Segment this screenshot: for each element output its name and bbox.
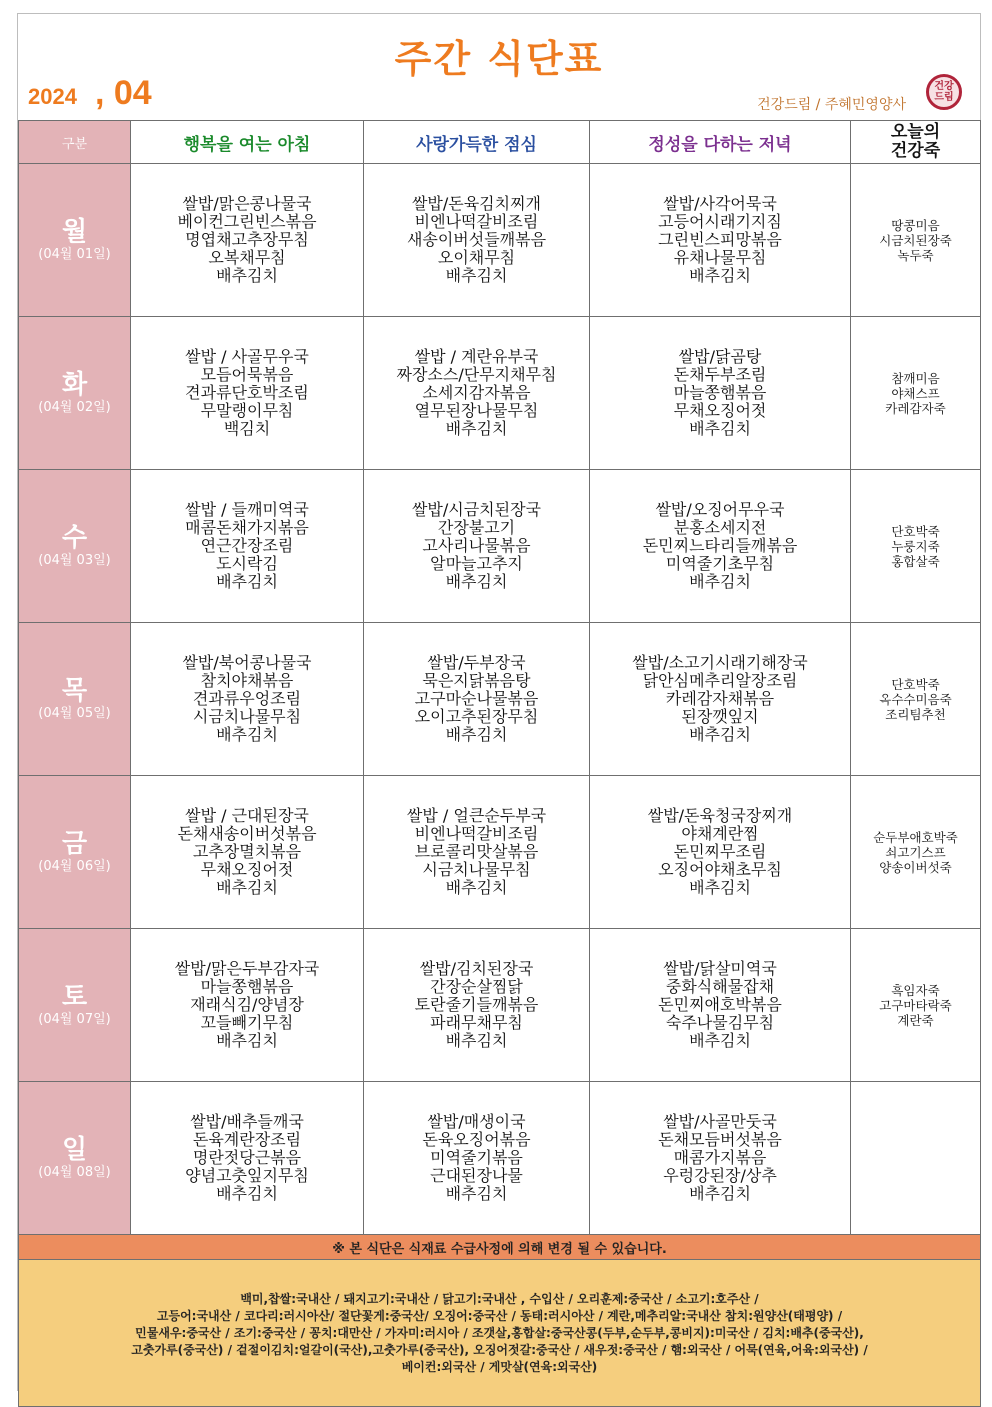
menu-item: 쌀밥 / 사골무우국 xyxy=(185,347,309,366)
day-cell xyxy=(19,317,131,470)
menu-item: 쇠고기스프 xyxy=(885,844,946,860)
menu-item: 꼬들빼기무침 xyxy=(200,1013,294,1032)
day-date: (04월 03일) xyxy=(38,553,111,568)
seal-logo: 건강 드림 xyxy=(926,74,962,110)
menu-item: 숙주나물김무침 xyxy=(665,1013,775,1032)
menu-item: 배추김치 xyxy=(689,1184,751,1203)
table-row xyxy=(19,470,981,623)
column-header-dinner: 정성을 다하는 저녁 xyxy=(590,121,851,164)
menu-item: 모듬어묵볶음 xyxy=(200,365,294,384)
menu-item: 쌀밥/맑은콩나물국 xyxy=(182,194,312,213)
table-row xyxy=(19,623,981,776)
menu-item: 된장깻잎지 xyxy=(681,707,759,726)
menu-item: 배추김치 xyxy=(445,725,508,744)
notice-text: ※ 본 식단은 식재료 수급사정에 의해 변경 될 수 있습니다. xyxy=(19,1235,981,1260)
menu-item: 간장순살찜닭 xyxy=(430,977,523,996)
menu-item: 계란죽 xyxy=(897,1012,934,1028)
menu-item: 간장불고기 xyxy=(437,518,516,537)
menu-item: 쌀밥 / 들깨미역국 xyxy=(185,500,309,519)
menu-item: 마늘쫑햄볶음 xyxy=(673,383,767,402)
porridge-cell xyxy=(851,317,981,470)
menu-item: 짜장소스/단무지채무침 xyxy=(396,365,557,384)
lunch-cell xyxy=(364,1082,590,1235)
menu-item: 참깨미음 xyxy=(891,370,940,386)
origin-line: 고춧가루(중국산) / 겉절이김치:얼갈이(국산),고춧가루(중국산), 오징어젓갈:중국산 / 새우젓:중국산 / 햄:외국산 / 어묵(연육,어육:외국산) / xyxy=(131,1342,868,1357)
menu-item: 견과류단호박조림 xyxy=(185,383,309,402)
menu-item: 배추김치 xyxy=(689,725,751,744)
day-cell xyxy=(19,776,131,929)
menu-item: 쌀밥/사골만둣국 xyxy=(663,1112,777,1131)
notice-row xyxy=(19,1235,981,1260)
menu-item: 참치야채볶음 xyxy=(200,671,294,690)
menu-item: 흑임자죽 xyxy=(891,982,940,998)
menu-item: 배추김치 xyxy=(689,266,751,285)
header-row xyxy=(19,121,981,164)
menu-body xyxy=(19,164,981,1235)
menu-item: 쌀밥/사각어묵국 xyxy=(663,194,777,213)
day-name: 일 xyxy=(61,1135,88,1165)
date-label xyxy=(28,74,152,113)
menu-item: 누룽지죽 xyxy=(891,538,940,554)
corner-label: 구분 xyxy=(19,121,131,164)
day-date: (04월 02일) xyxy=(38,400,111,415)
menu-item: 매콤돈채가지볶음 xyxy=(185,518,309,537)
menu-item: 쌀밥/돈육청국장찌개 xyxy=(647,806,793,825)
day-date: (04월 06일) xyxy=(38,859,111,874)
menu-item: 분홍소세지전 xyxy=(673,518,767,537)
table-row xyxy=(19,776,981,929)
day-date: (04월 07일) xyxy=(38,1012,111,1027)
menu-item: 배추김치 xyxy=(216,1031,278,1050)
menu-item: 그린빈스피망볶음 xyxy=(658,230,782,249)
month-label: , 04 xyxy=(94,74,152,112)
menu-item: 돈민찌느타리들깨볶음 xyxy=(642,536,798,555)
menu-item: 순두부애호박죽 xyxy=(873,829,958,845)
menu-item: 묵은지닭볶음탕 xyxy=(422,671,531,690)
menu-item: 토란줄기들깨볶음 xyxy=(414,995,539,1014)
porridge-cell xyxy=(851,776,981,929)
menu-item: 배추김치 xyxy=(689,1031,751,1050)
menu-item: 땅콩미음 xyxy=(891,217,940,233)
menu-item: 쌀밥/맑은두부감자국 xyxy=(174,959,320,978)
menu-item: 돈채모듬버섯볶음 xyxy=(658,1130,782,1149)
menu-item: 쌀밥 / 얼큰순두부국 xyxy=(406,806,547,825)
menu-item: 시금치나물무침 xyxy=(192,707,302,726)
menu-item: 시금치된장죽 xyxy=(879,232,952,248)
breakfast-cell xyxy=(131,776,364,929)
dinner-cell xyxy=(590,164,851,317)
menu-item: 단호박죽 xyxy=(891,523,940,539)
origin-line: 고등어:국내산 / 코다리:러시아산/ 절단꽃게:중국산/ 오징어:중국산 / 동태:러시아산 / 계란,메추리알:국내산 참치:원양산(태평양) / xyxy=(156,1308,843,1323)
menu-item: 돈민찌애호박볶음 xyxy=(658,995,782,1014)
menu-item: 고사리나물볶음 xyxy=(422,536,531,555)
day-cell xyxy=(19,929,131,1082)
day-cell xyxy=(19,164,131,317)
menu-item: 재래식김/양념장 xyxy=(190,995,304,1014)
origin-info xyxy=(19,1260,981,1407)
menu-item: 파래무채무침 xyxy=(430,1013,523,1032)
day-name: 토 xyxy=(61,982,88,1012)
menu-item: 쌀밥/돈육김치찌개 xyxy=(411,194,542,213)
menu-item: 도시락김 xyxy=(216,554,278,573)
menu-item: 쌀밥/배추들깨국 xyxy=(190,1112,304,1131)
porridge-cell xyxy=(851,929,981,1082)
breakfast-cell xyxy=(131,470,364,623)
menu-item: 돈채두부조림 xyxy=(673,365,767,384)
menu-item: 쌀밥/김치된장국 xyxy=(419,959,534,978)
menu-item: 쌀밥/매생이국 xyxy=(427,1112,526,1131)
menu-item: 배추김치 xyxy=(216,1184,278,1203)
lunch-cell xyxy=(364,929,590,1082)
day-date: (04월 05일) xyxy=(38,706,111,721)
menu-item: 쌀밥/시금치된장국 xyxy=(411,500,542,519)
menu-item: 쌀밥 / 근대된장국 xyxy=(185,806,309,825)
table-row xyxy=(19,164,981,317)
menu-item: 마늘쫑햄볶음 xyxy=(200,977,294,996)
lunch-cell xyxy=(364,164,590,317)
day-date: (04월 01일) xyxy=(38,247,111,262)
menu-item: 배추김치 xyxy=(216,572,278,591)
menu-item: 돈민찌무조림 xyxy=(673,842,767,861)
menu-item: 명엽채고추장무침 xyxy=(185,230,309,249)
porridge-cell xyxy=(851,1082,981,1235)
day-cell xyxy=(19,1082,131,1235)
menu-item: 미역줄기초무침 xyxy=(665,554,775,573)
origin-line: 베이컨:외국산 / 게맛살(연육:외국산) xyxy=(401,1359,598,1374)
page-title: 주간 식단표 xyxy=(394,37,604,81)
menu-item: 배추김치 xyxy=(445,572,508,591)
menu-item: 배추김치 xyxy=(445,1031,508,1050)
menu-item: 무채오징어젓 xyxy=(200,860,294,879)
menu-item: 옥수수미음죽 xyxy=(879,691,952,707)
menu-item: 견과류우엉조림 xyxy=(192,689,302,708)
menu-item: 비엔나떡갈비조림 xyxy=(414,212,539,231)
menu-item: 돈채새송이버섯볶음 xyxy=(177,824,317,843)
menu-item: 시금치나물무침 xyxy=(422,860,531,879)
menu-item: 고등어시래기지짐 xyxy=(658,212,782,231)
table-row xyxy=(19,1082,981,1235)
dinner-cell xyxy=(590,929,851,1082)
day-name: 금 xyxy=(61,829,88,859)
breakfast-cell xyxy=(131,317,364,470)
dinner-cell xyxy=(590,1082,851,1235)
menu-item: 쌀밥/북어콩나물국 xyxy=(182,653,312,672)
porridge-cell xyxy=(851,164,981,317)
column-header-porridge: 오늘의 건강죽 xyxy=(851,121,981,164)
lunch-cell xyxy=(364,623,590,776)
menu-item: 쌀밥/닭살미역국 xyxy=(663,959,777,978)
menu-item: 닭안심메추리알장조림 xyxy=(642,671,798,690)
day-date: (04월 08일) xyxy=(38,1165,111,1180)
brand-label: 건강드림 / 주혜민영양사 xyxy=(757,97,906,113)
menu-item: 배추김치 xyxy=(216,725,278,744)
day-name: 월 xyxy=(61,217,88,247)
menu-item: 조리팀추천 xyxy=(885,706,946,722)
column-header-lunch: 사랑가득한 점심 xyxy=(364,121,590,164)
menu-item: 배추김치 xyxy=(689,419,751,438)
menu-item: 근대된장나물 xyxy=(430,1166,523,1185)
menu-item: 무말랭이무침 xyxy=(200,401,294,420)
menu-item: 배추김치 xyxy=(216,266,278,285)
menu-item: 배추김치 xyxy=(689,572,751,591)
menu-item: 녹두죽 xyxy=(897,247,934,263)
menu-item: 쌀밥/두부장국 xyxy=(427,653,526,672)
dinner-cell xyxy=(590,776,851,929)
menu-item: 연근간장조림 xyxy=(200,536,294,555)
menu-item: 배추김치 xyxy=(445,419,508,438)
menu-item: 양념고춧잎지무침 xyxy=(185,1166,309,1185)
menu-item: 배추김치 xyxy=(445,878,508,897)
menu-item: 소세지감자볶음 xyxy=(422,383,531,402)
breakfast-cell xyxy=(131,164,364,317)
menu-item: 돈육오징어볶음 xyxy=(422,1130,531,1149)
menu-item: 백김치 xyxy=(223,419,271,438)
menu-item: 명란젓당근볶음 xyxy=(192,1148,302,1167)
menu-item: 야채스프 xyxy=(891,385,940,401)
menu-item: 알마늘고추지 xyxy=(430,554,523,573)
menu-item: 베이컨그린빈스볶음 xyxy=(177,212,317,231)
menu-item: 쌀밥/오징어무우국 xyxy=(655,500,785,519)
menu-item: 우렁강된장/상추 xyxy=(663,1166,777,1185)
menu-item: 중화식해물잡채 xyxy=(665,977,775,996)
origin-line: 민물새우:중국산 / 조기:중국산 / 꽁치:대만산 / 가자미:러시아 / 조갯살,홍합살:중국산콩(두부,순두부,콩비지):미국산 / 김치:배추(중국산), xyxy=(135,1325,864,1340)
lunch-cell xyxy=(364,776,590,929)
origin-line: 백미,찹쌀:국내산 / 돼지고기:국내산 / 닭고기:국내산 , 수입산 / 오리훈제:중국산 / 소고기:호주산 / xyxy=(240,1291,759,1306)
menu-item: 홍합살죽 xyxy=(891,553,940,569)
menu-item: 매콤가지볶음 xyxy=(673,1148,767,1167)
menu-item: 카레감자죽 xyxy=(885,400,946,416)
menu-item: 쌀밥 / 계란유부국 xyxy=(414,347,539,366)
menu-item: 무채오징어젓 xyxy=(673,401,767,420)
breakfast-cell xyxy=(131,1082,364,1235)
menu-item: 고구마타락죽 xyxy=(879,997,952,1013)
menu-item: 브로콜리맛살볶음 xyxy=(414,842,539,861)
menu-item: 열무된장나물무침 xyxy=(414,401,539,420)
column-header-breakfast: 행복을 여는 아침 xyxy=(131,121,364,164)
menu-item: 미역줄기볶음 xyxy=(430,1148,523,1167)
breakfast-cell xyxy=(131,929,364,1082)
menu-item: 오이채무침 xyxy=(437,248,516,267)
menu-item: 오이고추된장무침 xyxy=(414,707,539,726)
breakfast-cell xyxy=(131,623,364,776)
table-row xyxy=(19,929,981,1082)
menu-item: 야채계란찜 xyxy=(681,824,759,843)
table-row xyxy=(19,317,981,470)
menu-item: 고구마순나물볶음 xyxy=(414,689,539,708)
year-label: 2024 xyxy=(28,84,77,109)
menu-item: 배추김치 xyxy=(445,266,508,285)
menu-item: 배추김치 xyxy=(689,878,751,897)
menu-item: 배추김치 xyxy=(216,878,278,897)
menu-item: 쌀밥/닭곰탕 xyxy=(678,347,762,366)
day-name: 수 xyxy=(61,523,88,553)
day-name: 목 xyxy=(61,676,88,706)
menu-item: 배추김치 xyxy=(445,1184,508,1203)
porridge-cell xyxy=(851,623,981,776)
dinner-cell xyxy=(590,470,851,623)
menu-item: 오복채무침 xyxy=(208,248,286,267)
menu-page xyxy=(17,13,981,1391)
menu-item: 유채나물무침 xyxy=(673,248,767,267)
menu-item: 돈육계란장조림 xyxy=(192,1130,302,1149)
menu-item: 오징어야채초무침 xyxy=(658,860,782,879)
day-cell xyxy=(19,470,131,623)
menu-item: 새송이버섯들깨볶음 xyxy=(406,230,547,249)
menu-item: 카레감자채볶음 xyxy=(665,689,775,708)
lunch-cell xyxy=(364,317,590,470)
menu-table xyxy=(18,120,981,1407)
menu-item: 쌀밥/소고기시래기해장국 xyxy=(632,653,808,672)
origin-row xyxy=(19,1260,981,1407)
dinner-cell xyxy=(590,317,851,470)
lunch-cell xyxy=(364,470,590,623)
menu-item: 고추장멸치볶음 xyxy=(192,842,302,861)
dinner-cell xyxy=(590,623,851,776)
day-name: 화 xyxy=(61,370,88,400)
day-cell xyxy=(19,623,131,776)
menu-item: 단호박죽 xyxy=(891,676,940,692)
menu-item: 비엔나떡갈비조림 xyxy=(414,824,539,843)
menu-item: 양송이버섯죽 xyxy=(879,859,952,875)
porridge-cell xyxy=(851,470,981,623)
